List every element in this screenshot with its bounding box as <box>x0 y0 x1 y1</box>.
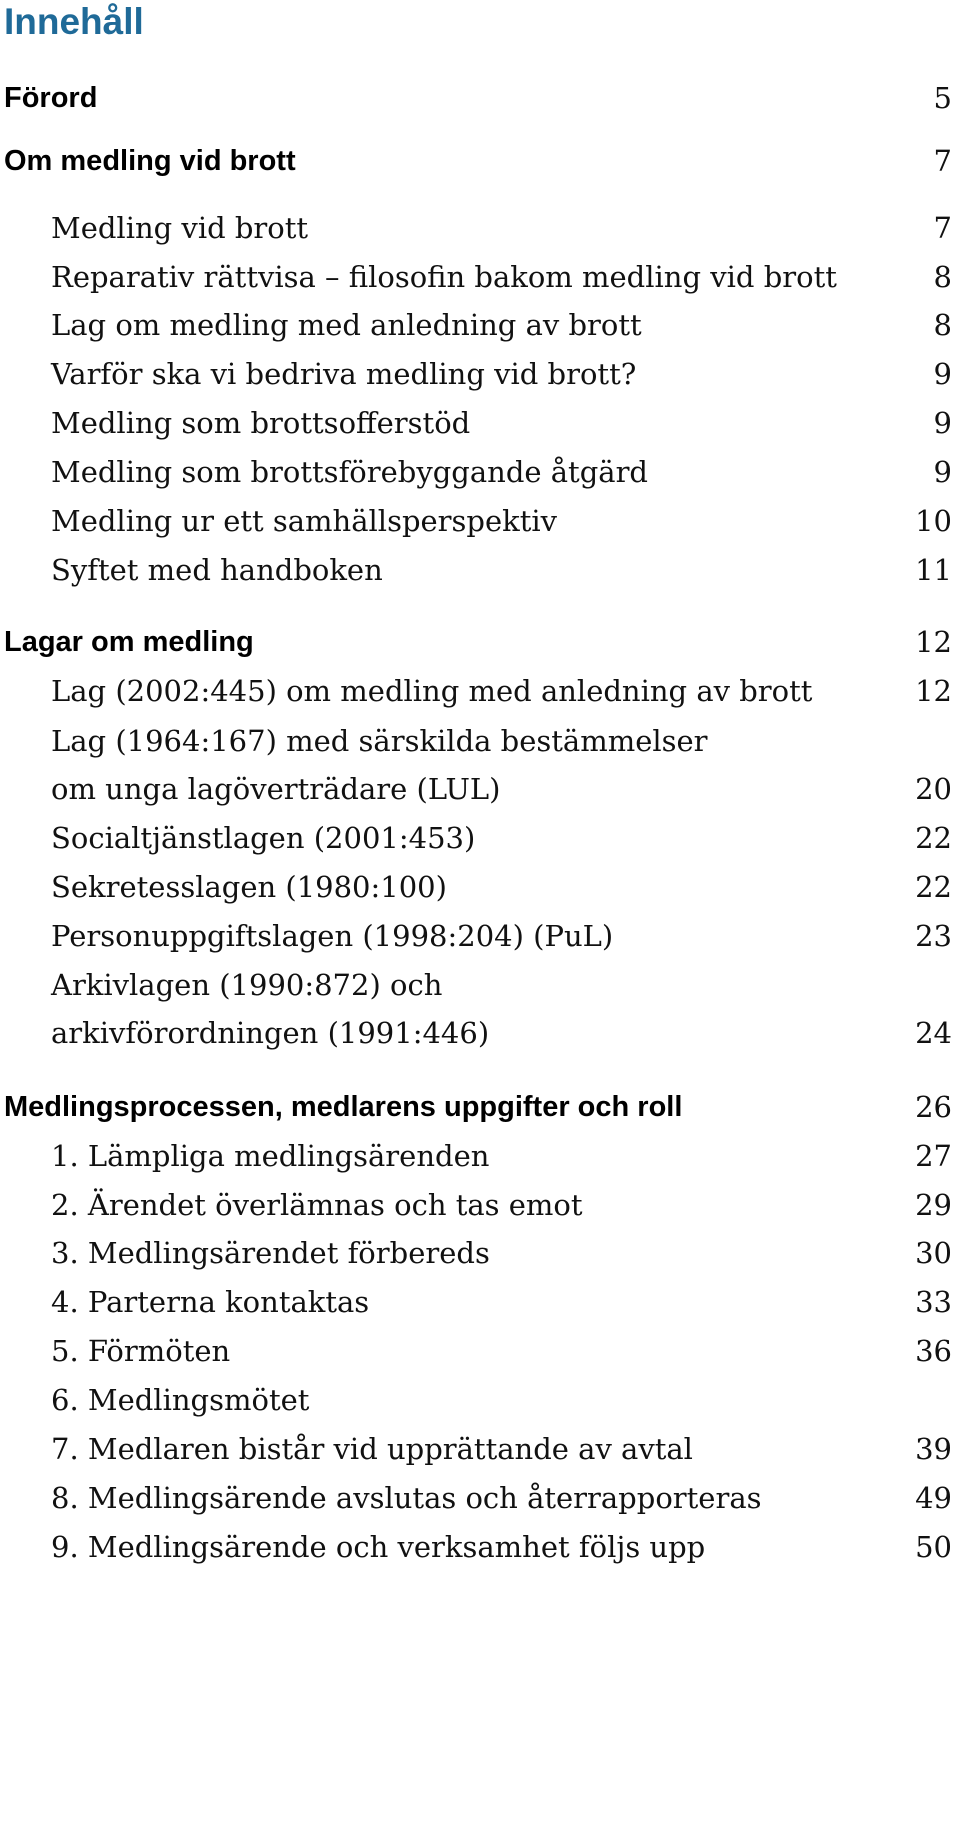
toc-entry <box>0 1233 960 1273</box>
toc-entry-label: Lag om medling med anledning av brott <box>51 308 642 342</box>
toc-page-number: 30 <box>915 1236 952 1270</box>
toc-page-number: 12 <box>915 674 952 708</box>
toc-entry <box>0 1527 960 1567</box>
toc-page-number: 12 <box>915 625 952 659</box>
toc-page-number: 5 <box>933 81 952 115</box>
toc-entry-label: Medling ur ett samhällsperspektiv <box>51 504 558 538</box>
toc-entry <box>0 550 960 590</box>
toc-page-number: 9 <box>933 357 952 391</box>
toc-page-number: 23 <box>915 919 952 953</box>
toc-page-number: 9 <box>933 455 952 489</box>
toc-page-number: 20 <box>915 772 952 806</box>
toc-page-number: 29 <box>915 1188 952 1222</box>
toc-entry-label: Medling vid brott <box>51 211 309 245</box>
toc-entry-label: Arkivlagen (1990:872) och <box>51 968 443 1002</box>
toc-entry-label: arkivförordningen (1991:446) <box>51 1016 490 1050</box>
toc-page-number: 9 <box>933 406 952 440</box>
toc-page-number: 7 <box>933 211 952 245</box>
toc-page-number: 7 <box>933 144 952 178</box>
toc-entry-label: Sekretesslagen (1980:100) <box>51 870 447 904</box>
toc-entry-label: 2. Ärendet överlämnas och tas emot <box>51 1188 583 1222</box>
toc-entry <box>0 769 960 809</box>
toc-entry-label: Lag (2002:445) om medling med anledning av brott <box>51 674 813 708</box>
page-title: Innehåll <box>4 1 144 42</box>
toc-page-number: 50 <box>915 1530 952 1564</box>
toc-entry-label: Syftet med handboken <box>51 553 383 587</box>
toc-entry <box>0 501 960 541</box>
toc-entry <box>0 354 960 394</box>
toc-entry <box>0 721 960 761</box>
toc-entry <box>0 867 960 907</box>
toc-entry <box>0 818 960 858</box>
toc-entry <box>0 208 960 248</box>
toc-entry-label: Socialtjänstlagen (2001:453) <box>51 821 476 855</box>
toc-heading <box>0 1087 960 1127</box>
toc-page-number: 49 <box>915 1481 952 1515</box>
toc-entry-label: Medling som brottsofferstöd <box>51 406 471 440</box>
toc-page-number: 39 <box>915 1432 952 1466</box>
toc-entry <box>0 1185 960 1225</box>
toc-entry-label: 5. Förmöten <box>51 1334 231 1368</box>
toc-page-number: 33 <box>915 1285 952 1319</box>
toc-entry-label: Medling som brottsförebyggande åtgärd <box>51 455 648 489</box>
toc-entry <box>0 305 960 345</box>
toc-entry <box>0 671 960 711</box>
toc-entry <box>0 916 960 956</box>
toc-heading-label: Lagar om medling <box>4 626 254 658</box>
toc-entry-label: Reparativ rättvisa – filosofin bakom medling vid brott <box>51 260 837 294</box>
toc-page-number: 26 <box>915 1090 952 1124</box>
toc-page-number: 22 <box>915 821 952 855</box>
toc-page-number: 8 <box>933 260 952 294</box>
toc-entry-label: Varför ska vi bedriva medling vid brott? <box>51 357 637 391</box>
toc-entry-label: Personuppgiftslagen (1998:204) (PuL) <box>51 919 614 953</box>
toc-page-number: 36 <box>915 1334 952 1368</box>
toc-entry <box>0 1478 960 1518</box>
toc-entry <box>0 1429 960 1469</box>
toc-entry <box>0 1282 960 1322</box>
toc-page-number: 22 <box>915 870 952 904</box>
toc-page-number: 27 <box>915 1139 952 1173</box>
toc-entry-label: om unga lagöverträdare (LUL) <box>51 772 501 806</box>
toc-heading-label: Medlingsprocessen, medlarens uppgifter och roll <box>4 1091 683 1123</box>
toc-entry <box>0 965 960 1005</box>
toc-entry-label: 1. Lämpliga medlingsärenden <box>51 1139 490 1173</box>
toc-entry <box>0 452 960 492</box>
toc-heading <box>0 141 960 181</box>
toc-heading-label: Om medling vid brott <box>4 145 296 177</box>
toc-entry-label: 8. Medlingsärende avslutas och återrapporteras <box>51 1481 762 1515</box>
toc-entry <box>0 1331 960 1371</box>
toc-entry-label: 6. Medlingsmötet <box>51 1383 310 1417</box>
toc-entry <box>0 1380 960 1420</box>
toc-heading-label: Förord <box>4 82 98 114</box>
toc-entry-label: 3. Medlingsärendet förbereds <box>51 1236 490 1270</box>
toc-entry <box>0 1013 960 1053</box>
toc-heading <box>0 78 960 118</box>
toc-page-number: 8 <box>933 308 952 342</box>
toc-heading <box>0 622 960 662</box>
toc-entry-label: 4. Parterna kontaktas <box>51 1285 370 1319</box>
toc-entry-label: 7. Medlaren bistår vid upprättande av avtal <box>51 1432 693 1466</box>
toc-page-number: 24 <box>915 1016 952 1050</box>
toc-entry <box>0 1136 960 1176</box>
toc-entry <box>0 403 960 443</box>
toc-page-number: 11 <box>915 553 952 587</box>
toc-page-number: 10 <box>915 504 952 538</box>
toc-entry-label: Lag (1964:167) med särskilda bestämmelser <box>51 724 708 758</box>
toc-entry-label: 9. Medlingsärende och verksamhet följs upp <box>51 1530 706 1564</box>
toc-entry <box>0 257 960 297</box>
